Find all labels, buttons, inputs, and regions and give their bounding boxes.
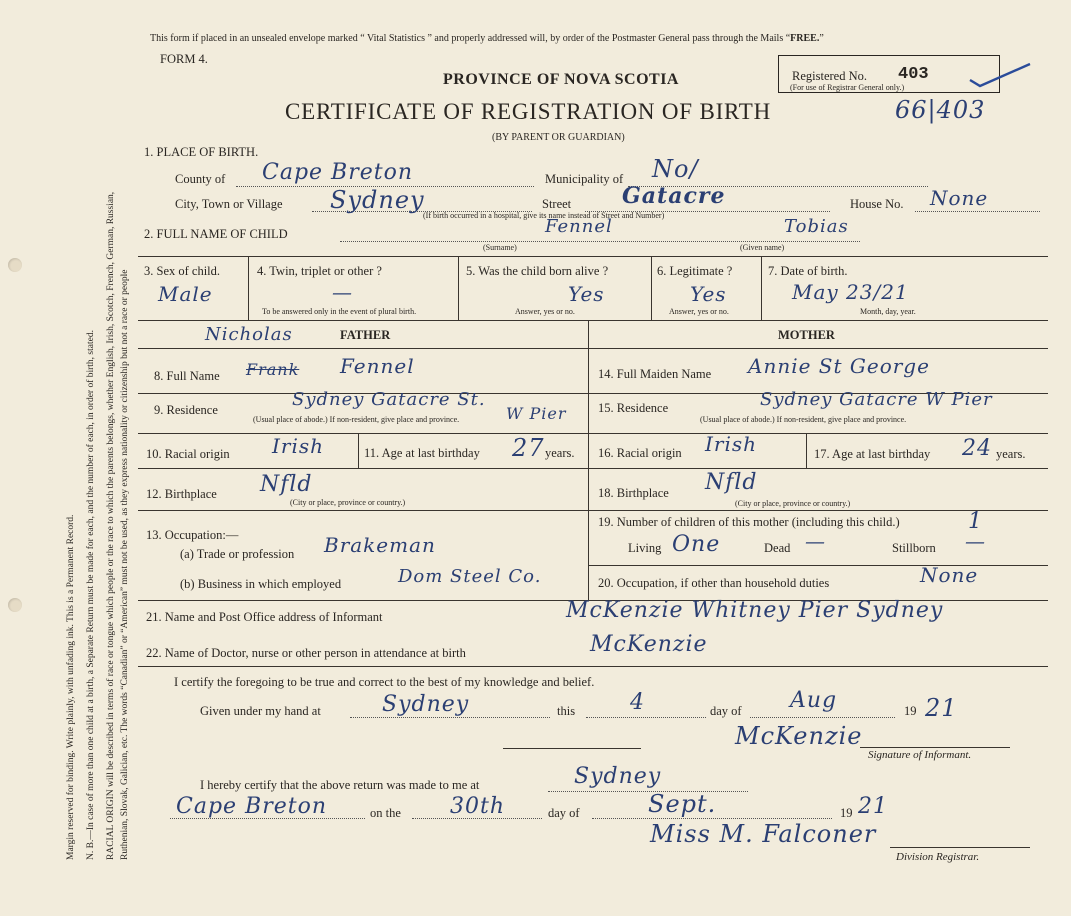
child-given-name: Tobias	[784, 216, 849, 237]
stillborn-value: —	[965, 529, 986, 553]
registered-label: Registered No.	[792, 69, 867, 83]
certificate-title: CERTIFICATE OF REGISTRATION OF BIRTH	[285, 99, 772, 124]
father-age-unit: years.	[545, 446, 575, 460]
street-label: Street	[542, 197, 572, 211]
province-title: PROVINCE OF NOVA SCOTIA	[443, 71, 679, 88]
father-residence-extra: W Pier	[506, 404, 567, 423]
house-label: House No.	[850, 197, 904, 211]
mother-residence: Sydney Gatacre W Pier	[760, 389, 993, 410]
certificate-subtitle: (BY PARENT OR GUARDIAN)	[492, 132, 625, 143]
father-name: Fennel	[340, 354, 415, 378]
postal-note: This form if placed in an unsealed envelope marked “ Vital Statistics ” and properly addressed will, by order of the Postmaster General pass through the Mails “FREE.”	[150, 33, 824, 44]
mother-birthplace-label: 18. Birthplace	[598, 486, 669, 500]
sex-label: 3. Sex of child.	[144, 264, 221, 278]
registrar-month: Sept.	[648, 790, 717, 818]
county-value: Cape Breton	[262, 160, 414, 185]
free-label: FREE.	[790, 33, 820, 44]
trade-value: Brakeman	[324, 533, 436, 557]
father-racial: Irish	[272, 434, 325, 458]
registrar-signature: Miss M. Falconer	[650, 820, 877, 848]
house-value: None	[930, 186, 989, 210]
father-birthplace-label: 12. Birthplace	[146, 487, 217, 501]
business-label: (b) Business in which employed	[180, 577, 342, 591]
children-value: 1	[968, 509, 983, 534]
margin-note-3: RACIAL ORIGIN will be described in terms of race or tongue which people or the race to which the parents belongs, whether English, Irish, Scotch, French, German, Russian,	[106, 191, 116, 860]
father-name-label: 8. Full Name	[154, 369, 220, 383]
registered-note: (For use of Registrar General only.)	[790, 83, 905, 92]
doctor-value: McKenzie	[590, 632, 708, 657]
certify-year-prefix: 19	[904, 704, 917, 718]
mother-occupation-label: 20. Occupation, if other than household duties	[598, 576, 830, 590]
dob-label: 7. Date of birth.	[768, 264, 848, 278]
informant-caption: Signature of Informant.	[868, 749, 972, 761]
father-residence-label: 9. Residence	[154, 403, 218, 417]
municipality-label: Municipality of	[545, 172, 624, 186]
legit-label: 6. Legitimate ?	[657, 264, 733, 278]
children-label: 19. Number of children of this mother (including this child.)	[598, 515, 900, 529]
twin-note: To be answered only in the event of plural birth.	[262, 307, 417, 316]
alive-label: 5. Was the child born alive ?	[466, 264, 609, 278]
father-residence: Sydney Gatacre St.	[292, 389, 486, 410]
mother-birthplace: Nfld	[705, 470, 758, 495]
given-label: Given under my hand at	[200, 704, 321, 718]
twin-value: —	[332, 280, 353, 304]
father-birthplace-note: (City or place, province or country.)	[290, 498, 406, 507]
registrar-caption: Division Registrar.	[896, 851, 980, 863]
living-label: Living	[628, 541, 662, 555]
given-name-caption: (Given name)	[740, 243, 785, 252]
mother-maiden-label: 14. Full Maiden Name	[598, 367, 712, 381]
street-value: Gatacre	[622, 183, 726, 209]
mother-residence-note: (Usual place of abode.) If non-resident, give place and province.	[700, 415, 907, 424]
certify-day-of-label: day of	[710, 704, 742, 718]
given-place: Sydney	[382, 692, 470, 717]
municipality-value: No/	[652, 155, 699, 183]
mother-heading: MOTHER	[778, 328, 835, 342]
trade-label: (a) Trade or profession	[180, 547, 295, 561]
alive-note: Answer, yes or no.	[515, 307, 575, 316]
registrar-year: 21	[858, 794, 888, 819]
mother-age-label: 17. Age at last birthday	[814, 447, 931, 461]
mother-residence-label: 15. Residence	[598, 401, 669, 415]
father-name-struck: Frank	[246, 360, 300, 379]
certify-statement: I certify the foregoing to be true and correct to the best of my knowledge and belief.	[174, 675, 595, 689]
dead-value: —	[805, 529, 826, 553]
dead-label: Dead	[764, 541, 791, 555]
registrar-year-prefix: 19	[840, 806, 853, 820]
father-annotation: Nicholas	[205, 324, 293, 345]
informant-value: McKenzie Whitney Pier Sydney	[566, 598, 944, 623]
stillborn-label: Stillborn	[892, 541, 936, 555]
informant-label: 21. Name and Post Office address of Informant	[146, 610, 383, 624]
father-age-label: 11. Age at last birthday	[364, 446, 480, 460]
occupation-label: 13. Occupation:—	[146, 528, 239, 542]
check-mark-icon	[968, 60, 1034, 90]
informant-signature: McKenzie	[735, 722, 863, 750]
father-age: 27	[512, 434, 545, 462]
registrar-statement: I hereby certify that the above return was made to me at	[200, 778, 480, 792]
place-section-label: 1. PLACE OF BIRTH.	[144, 145, 259, 159]
registered-number: 403	[898, 65, 929, 84]
legit-value: Yes	[690, 282, 727, 306]
mother-age-unit: years.	[996, 447, 1026, 461]
binding-hole	[8, 598, 22, 612]
form-number: FORM 4.	[160, 52, 208, 66]
father-heading: FATHER	[340, 328, 391, 342]
father-birthplace: Nfld	[260, 472, 313, 497]
mother-occupation: None	[920, 563, 979, 587]
dob-note: Month, day, year.	[860, 307, 916, 316]
living-value: One	[672, 532, 721, 557]
mother-racial-label: 16. Racial origin	[598, 446, 682, 460]
registrar-day: 30th	[450, 794, 506, 819]
child-surname: Fennel	[545, 216, 613, 237]
city-label: City, Town or Village	[175, 197, 283, 211]
registrar-county: Cape Breton	[176, 794, 328, 819]
this-label: this	[557, 704, 576, 718]
father-racial-label: 10. Racial origin	[146, 447, 230, 461]
mother-birthplace-note: (City or place, province or country.)	[735, 499, 851, 508]
margin-note-4: Ruthenian, Slovak, Galician, etc. The words “Canadian” or “American” must not be used, as they express nationality or citizenship but not a race or people	[120, 269, 130, 860]
sex-value: Male	[158, 282, 213, 306]
certify-year: 21	[925, 694, 958, 722]
father-residence-note: (Usual place of abode.) If non-resident, give place and province.	[253, 415, 460, 424]
hospital-note: (If birth occurred in a hospital, give its name instead of Street and Number)	[423, 211, 665, 220]
doctor-label: 22. Name of Doctor, nurse or other person in attendance at birth	[146, 646, 466, 660]
binding-hole	[8, 258, 22, 272]
twin-label: 4. Twin, triplet or other ?	[257, 264, 382, 278]
registrar-day-of-label: day of	[548, 806, 580, 820]
certify-day: 4	[630, 690, 645, 715]
registrar-on-the-label: on the	[370, 806, 401, 820]
dob-value: May 23/21	[792, 280, 909, 304]
surname-caption: (Surname)	[483, 243, 517, 252]
legit-note: Answer, yes or no.	[669, 307, 729, 316]
margin-note-2: N. B.—In case of more than one child at a birth, a Separate Return must be made for each, and the number of each, in order of birth, stated.	[86, 330, 96, 860]
city-value: Sydney	[330, 186, 425, 214]
certify-month: Aug	[790, 688, 838, 713]
child-name-label: 2. FULL NAME OF CHILD	[144, 227, 288, 241]
mother-maiden-name: Annie St George	[748, 354, 930, 378]
margin-note-1: Margin reserved for binding. Write plainly, with unfading ink. This is a Permanent Record.	[66, 514, 76, 860]
mother-racial: Irish	[705, 432, 758, 456]
handwritten-reference: 66|403	[895, 96, 986, 124]
registrar-place: Sydney	[574, 764, 662, 789]
mother-age: 24	[962, 436, 992, 461]
business-value: Dom Steel Co.	[398, 566, 542, 587]
alive-value: Yes	[568, 282, 605, 306]
county-label: County of	[175, 172, 226, 186]
